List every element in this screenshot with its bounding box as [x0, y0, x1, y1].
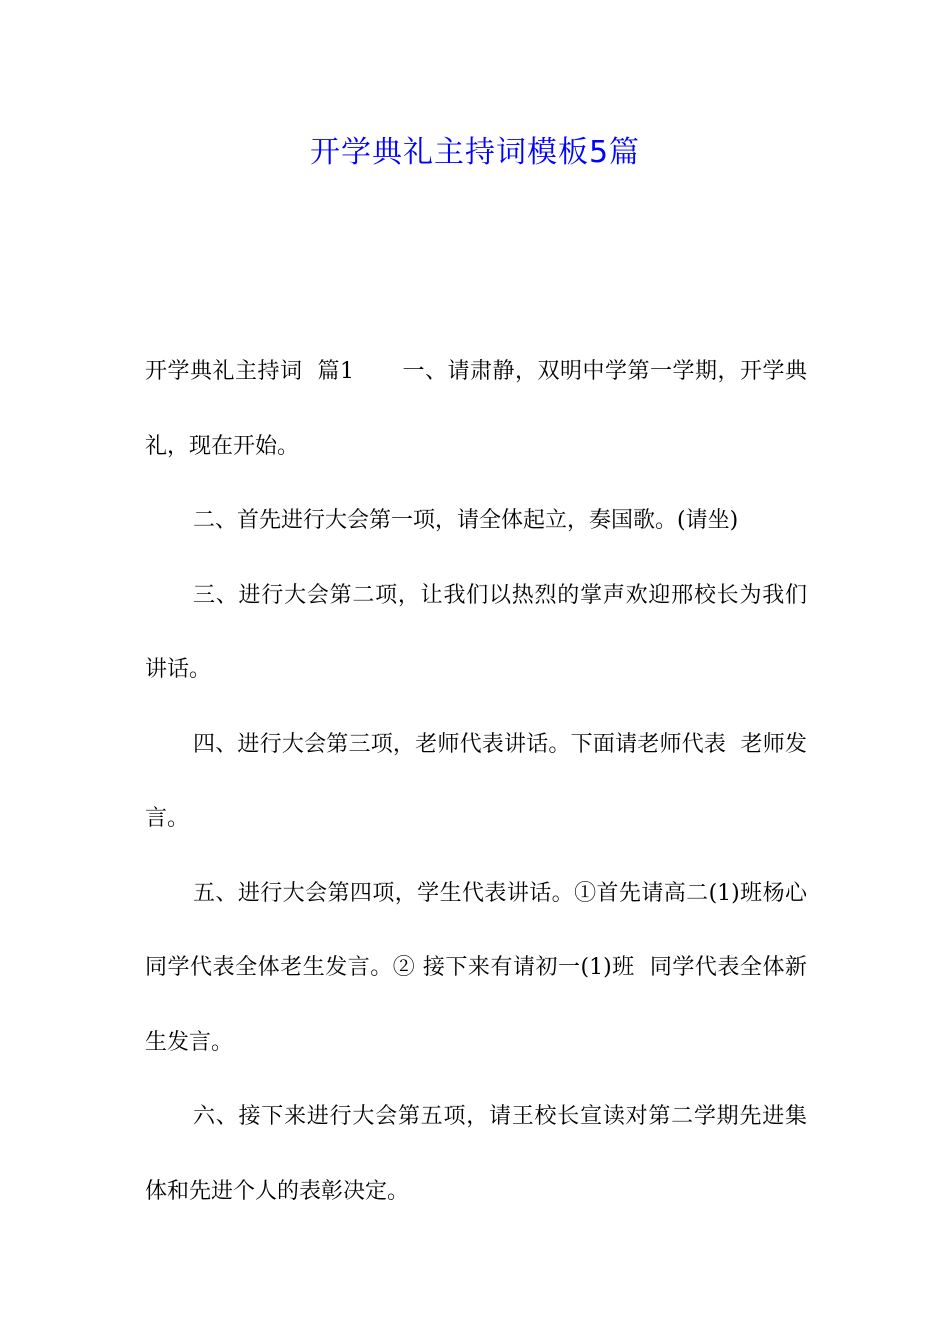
document-body [145, 335, 807, 1229]
paragraph-2: 二、首先进行大会第一项，请全体起立，奏国歌。(请坐) [193, 508, 739, 533]
document-title: 开学典礼主持词模板5篇 [309, 135, 641, 170]
paragraph-4: 四、进行大会第三项，老师代表讲话。下面请老师代表 老师发言。 [145, 731, 807, 831]
paragraph-3: 三、进行大会第二项，让我们以热烈的掌声欢迎邢校长为我们讲话。 [145, 582, 807, 682]
paragraph-6: 六、接下来进行大会第五项，请王校长宣读对第二学期先进集体和先进个人的表彰决定。 [145, 1104, 807, 1204]
first-paragraph [145, 335, 807, 484]
paragraph-1: 一、请肃静，双明中学第一学期，开学典礼，现在开始。 [145, 359, 807, 459]
paragraph-5: 五、进行大会第四项，学生代表讲话。①首先请高二(1)班杨心同学代表全体老生发言。② 接下来有请初一(1)班 同学代表全体新生发言。 [145, 880, 807, 1055]
section-heading: 开学典礼主持词 篇1 [145, 359, 354, 384]
